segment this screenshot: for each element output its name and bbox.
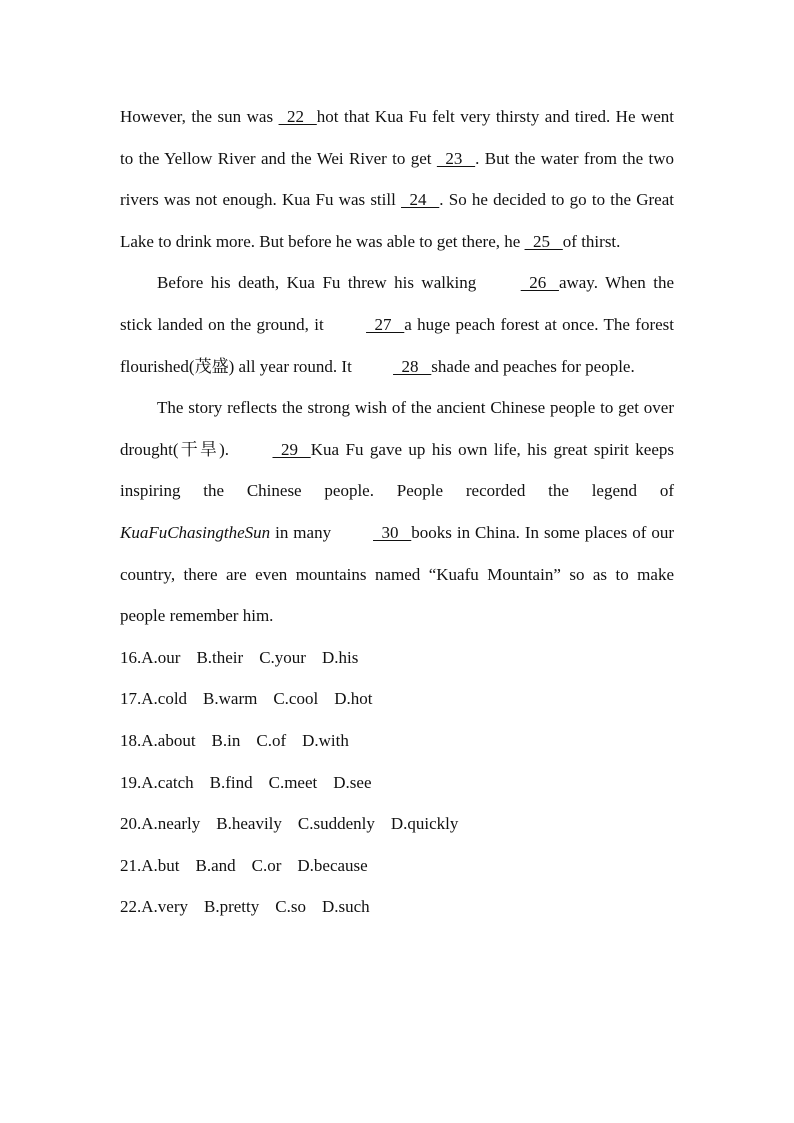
option-text: D.because: [297, 855, 368, 875]
question-3: [120, 762, 674, 804]
passage-text: Before his death, Kua Fu threw his walking: [157, 273, 484, 293]
option-text: A.nearly: [141, 814, 201, 834]
question-0: [120, 637, 674, 679]
passage-text: However, the sun was: [120, 107, 279, 126]
option-d: [322, 637, 358, 679]
option-c: [298, 803, 375, 845]
option-text: D.quickly: [390, 814, 459, 834]
option-b: [196, 845, 236, 887]
question-number: 22.: [120, 897, 142, 917]
passage: [120, 96, 674, 637]
option-text: A.about: [141, 730, 196, 750]
option-a: [120, 637, 180, 679]
blank-28: 28: [393, 356, 432, 376]
blank-24: 24: [401, 190, 440, 210]
question-1: [120, 678, 674, 720]
option-c: [256, 720, 286, 762]
option-text: B.pretty: [203, 897, 260, 917]
question-number: 21.: [120, 855, 142, 875]
option-c: [252, 845, 282, 887]
option-text: C.meet: [268, 772, 318, 792]
option-text: B.their: [196, 647, 244, 667]
option-text: B.find: [209, 772, 253, 792]
blank-23: 23: [436, 148, 476, 168]
option-a: [120, 678, 187, 720]
option-text: C.of: [256, 730, 287, 750]
option-a: [120, 803, 200, 845]
question-6: [120, 886, 674, 928]
question-2: [120, 720, 674, 762]
passage-text: hot that Kua Fu felt very thirsty and tired. He went to the Yellow River and the Wei River to get: [120, 107, 674, 168]
passage-text: The story reflects the strong wish of the ancient Chinese people to get over drought(干旱).: [120, 398, 674, 459]
option-text: A.our: [141, 647, 181, 667]
option-c: [269, 762, 318, 804]
option-d: [302, 720, 349, 762]
blank-29: 29: [272, 439, 311, 459]
option-d: [333, 762, 371, 804]
option-b: [212, 720, 241, 762]
option-text: B.heavily: [216, 814, 282, 834]
option-text: D.with: [302, 730, 349, 750]
option-text: B.warm: [203, 689, 258, 709]
option-text: D.hot: [334, 689, 373, 709]
option-d: [297, 845, 367, 887]
blank-22: 22: [278, 107, 317, 126]
option-text: C.suddenly: [297, 814, 375, 834]
option-b: [203, 678, 257, 720]
option-a: [120, 720, 196, 762]
blank-27: 27: [366, 314, 405, 334]
option-text: B.and: [195, 855, 236, 875]
paragraph-1: [120, 96, 674, 262]
option-b: [216, 803, 282, 845]
passage-text: shade and peaches for people.: [431, 356, 635, 376]
option-text: D.his: [321, 647, 359, 667]
passage-text: a huge peach forest at once. The forest flourished(茂盛) all year round. It: [120, 314, 674, 376]
option-d: [322, 886, 370, 928]
blank-25: 25: [524, 231, 563, 251]
option-b: [196, 637, 243, 679]
option-b: [210, 762, 253, 804]
option-b: [204, 886, 259, 928]
question-4: [120, 803, 674, 845]
option-text: C.or: [251, 855, 282, 875]
option-text: A.catch: [141, 772, 194, 792]
option-text: D.such: [321, 897, 370, 917]
option-text: A.cold: [141, 689, 188, 709]
question-number: 18.: [120, 730, 142, 750]
option-text: A.very: [141, 897, 188, 917]
blank-26: 26: [520, 273, 559, 293]
question-number: 20.: [120, 814, 142, 834]
option-text: C.cool: [273, 689, 319, 709]
option-a: [120, 886, 188, 928]
question-number: 17.: [120, 689, 142, 709]
document-page: [120, 96, 674, 928]
option-text: A.but: [141, 855, 180, 875]
question-number: 19.: [120, 772, 142, 792]
option-a: [120, 762, 194, 804]
option-c: [275, 886, 306, 928]
option-c: [259, 637, 306, 679]
story-title: KuaFuChasingtheSun: [120, 522, 271, 542]
passage-text: . So he decided to go to the Great Lake to drink more. But before he was able to get there, he: [120, 190, 674, 251]
option-d: [391, 803, 459, 845]
option-text: C.your: [259, 647, 306, 667]
option-d: [334, 678, 372, 720]
passage-text: in many: [270, 522, 337, 542]
passage-text: books in China. In some places of our country, there are even mountains named “Kuafu Mountain” so as to make people remember him.: [120, 522, 674, 626]
question-5: [120, 845, 674, 887]
question-number: 16.: [120, 647, 142, 667]
blank-30: 30: [373, 522, 412, 542]
passage-text: of thirst.: [562, 231, 621, 251]
passage-text: Kua Fu gave up his own life, his great spirit keeps inspiring the Chinese people. People recorded the legend of: [120, 439, 674, 501]
option-text: C.so: [275, 897, 306, 917]
passage-text: away. When the stick landed on the ground, it: [120, 273, 674, 334]
option-text: B.in: [211, 730, 241, 750]
question-list: [120, 637, 674, 928]
paragraph-2: [120, 262, 674, 387]
option-text: D.see: [333, 772, 372, 792]
option-a: [120, 845, 180, 887]
option-c: [273, 678, 318, 720]
paragraph-3: [120, 387, 674, 637]
passage-text: . But the water from the two rivers was not enough. Kua Fu was still: [120, 148, 674, 210]
